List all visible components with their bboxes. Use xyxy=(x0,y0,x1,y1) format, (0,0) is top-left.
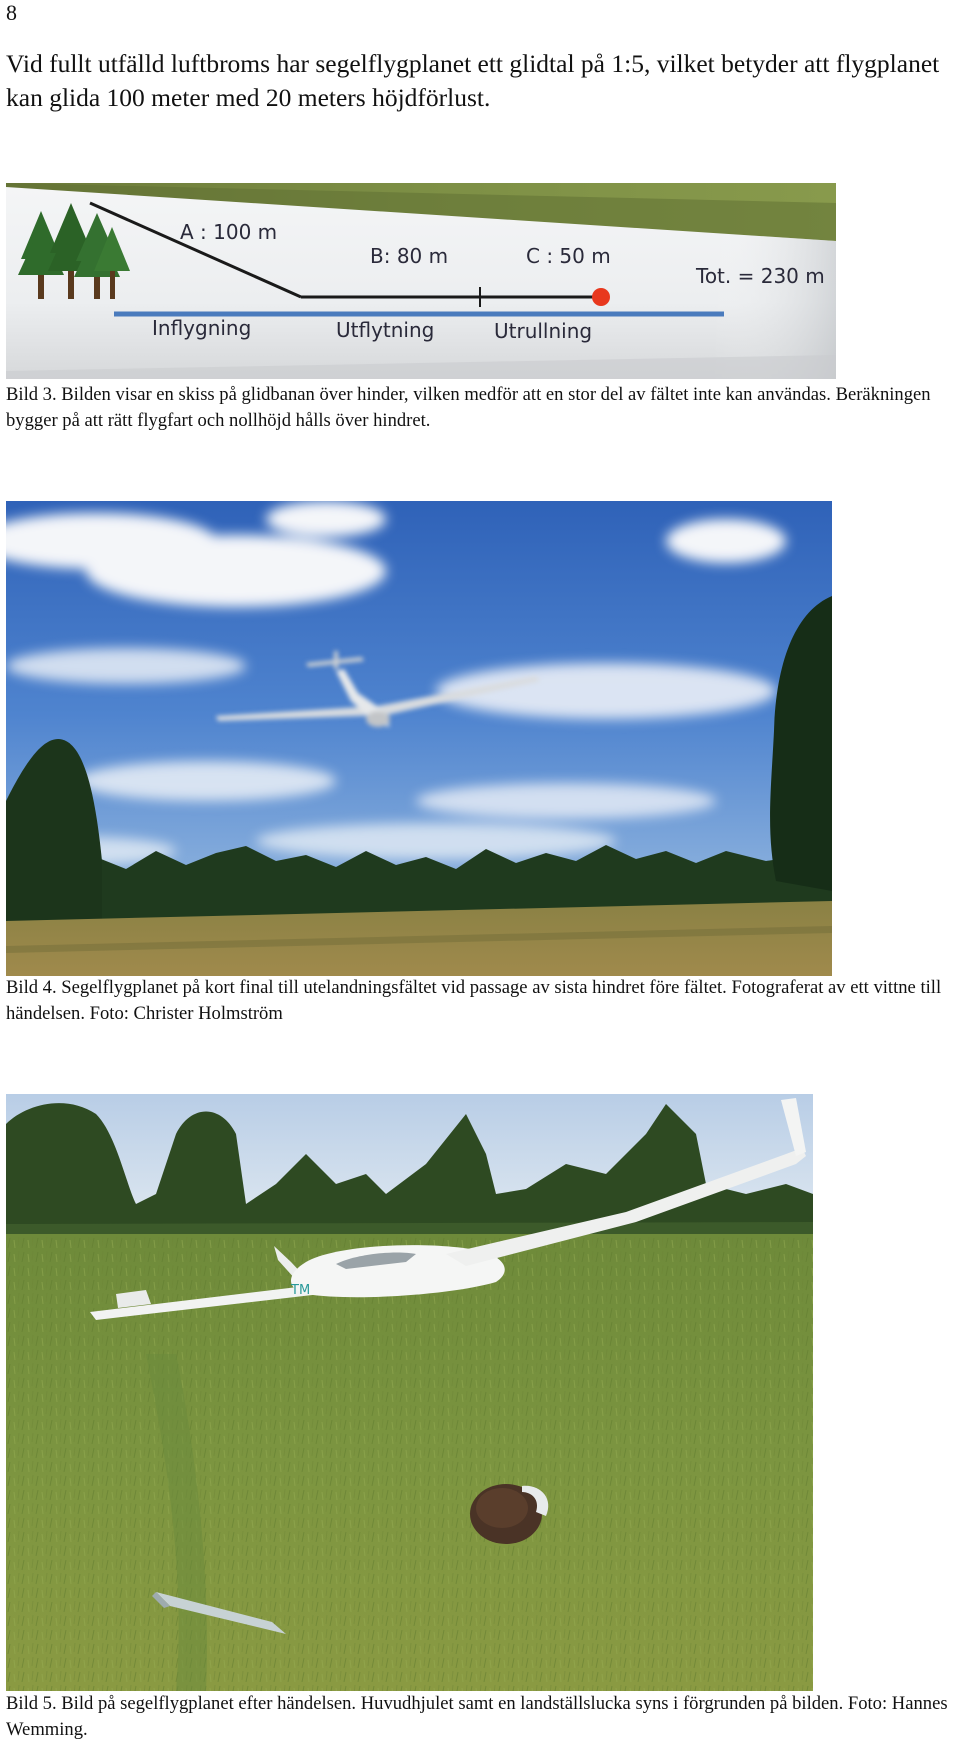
label-a: A : 100 m xyxy=(180,220,278,244)
label-total: Tot. = 230 m xyxy=(696,264,825,288)
label-c: C : 50 m xyxy=(526,244,611,268)
figure-4-caption: Bild 4. Segelflygplanet på kort final till utelandningsfältet vid passage av sista hindret före fältet. Fotograferat av ett vittne till händelsen. Foto: Christer Holmström xyxy=(6,977,942,1024)
glider-after-incident-photo xyxy=(6,1094,813,1691)
page-number: 8 xyxy=(6,0,17,25)
intro-paragraph: Vid fullt utfälld luftbroms har segelflygplanet ett glidtal på 1:5, vilket betyder att flygplanet kan glida 100 meter med 20 meters höjdförlust. xyxy=(6,49,940,112)
glider-final-photo xyxy=(6,501,832,976)
label-b: B: 80 m xyxy=(370,244,449,268)
figure-3-caption: Bild 3. Bilden visar en skiss på glidbanan över hinder, vilken medför att en stor del av fältet inte kan användas. Beräkningen bygger på att rätt flygfart och nollhöjd hålls över hindret. xyxy=(6,384,931,431)
glide-path-sketch xyxy=(6,183,836,379)
label-utflytning: Utflytning xyxy=(336,318,435,342)
glider-registration: TM xyxy=(291,1283,311,1298)
stop-point-marker xyxy=(592,288,610,306)
figure-5-caption: Bild 5. Bild på segelflygplanet efter händelsen. Huvudhjulet samt en landställslucka syns i förgrunden på bilden. Foto: Hannes Wemming. xyxy=(6,1693,948,1740)
figure-5-photo-glider-after xyxy=(6,1094,813,1691)
label-utrullning: Utrullning xyxy=(494,319,593,343)
label-inflygning: Inflygning xyxy=(152,316,252,340)
figure-4-photo-glider-final xyxy=(6,501,832,976)
figure-3-glide-path-sketch xyxy=(6,183,836,379)
